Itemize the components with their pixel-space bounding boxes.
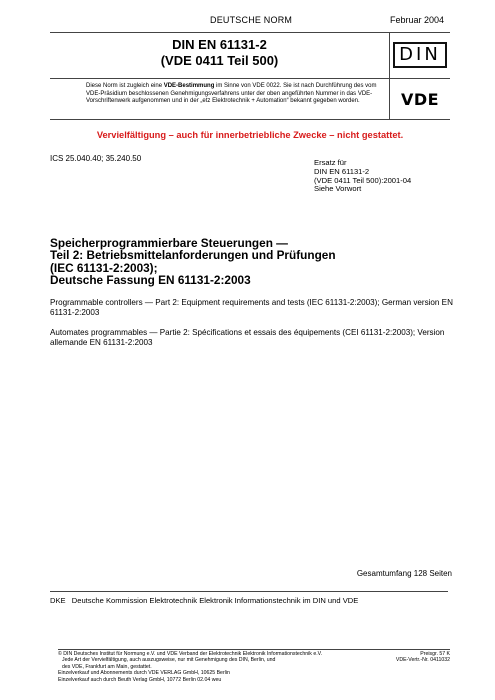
replacement-line: Ersatz für: [314, 158, 347, 167]
vde-note-box: [50, 79, 390, 119]
replacement-info: [314, 159, 454, 194]
total-pages: Gesamtumfang 128 Seiten: [356, 569, 452, 578]
footer-copyright: [58, 651, 358, 683]
standard-number: DIN EN 61131-2: [172, 37, 267, 52]
german-title: [50, 237, 450, 287]
vde-order-number: VDE-Vertr.-Nr. 0411032: [395, 657, 450, 664]
publication-date: Februar 2004: [389, 15, 444, 25]
footer-line: Jede Art der Vervielfältigung, auch auszugsweise, nur mit Genehmigung des DIN, Berlin, und: [62, 657, 276, 664]
committee-name: Deutsche Kommission Elektrotechnik Elektronik Informationstechnik im DIN und VDE: [71, 596, 359, 605]
header-bar: [50, 12, 450, 33]
footer-line: des VDE, Frankfurt am Main, gestattet.: [62, 663, 152, 670]
footer-line: Einzelverkauf und Abonnements durch VDE VERLAG GmbH, 10625 Berlin: [58, 670, 230, 677]
replacement-line: Siehe Vorwort: [314, 184, 362, 194]
german-title-line: Teil 2: Betriebsmittelanforderungen und Prüfungen: [50, 248, 336, 263]
footer-line: © DIN Deutsches Institut für Normung e.V. und VDE Verband der Elektrotechnik Elektronik Informationstechnik e.V.: [58, 651, 323, 657]
footer-line: Einzelverkauf auch durch Beuth Verlag GmbH, 10772 Berlin 02.04 weu: [58, 676, 222, 683]
german-title-line: (IEC 61131-2:2003);: [50, 260, 158, 275]
english-title: Programmable controllers — Part 2: Equipment requirements and tests (IEC 61131-2:2003); German version EN 61131-2:2003: [50, 298, 453, 317]
committee-abbr: DKE: [50, 596, 66, 605]
title-frame: [50, 32, 450, 120]
title-box: [50, 32, 390, 79]
german-title-line: Speicherprogrammierbare Steuerungen —: [50, 236, 288, 250]
vde-logo-mark: VDE: [400, 89, 440, 109]
replacement-line: DIN EN 61131-2: [314, 166, 370, 176]
french-title: Automates programmables — Partie 2: Spécifications et essais des équipements (CEI 61131-2:2003); Version allemande EN 61131-2:2003: [50, 328, 445, 347]
vde-note: [86, 83, 386, 106]
committee-line: [50, 591, 448, 605]
vde-note-bold: VDE-Bestimmung: [163, 83, 215, 89]
copy-warning: Vervielfältigung – auch für innerbetriebliche Zwecke – nicht gestattet.: [96, 130, 404, 140]
din-logo-mark: DIN: [393, 42, 447, 68]
footer: [58, 649, 450, 683]
german-title-line: Deutsche Fassung EN 61131-2:2003: [50, 273, 251, 288]
vde-note-prefix: Diese Norm ist zugleich eine: [86, 83, 164, 89]
vde-logo: [390, 79, 450, 119]
ics-code: ICS 25.040.40; 35.240.50: [50, 154, 142, 163]
standard-type: DEUTSCHE NORM: [210, 15, 293, 25]
replacement-line: (VDE 0411 Teil 500):2001-04: [314, 175, 412, 185]
vde-number: (VDE 0411 Teil 500): [160, 53, 279, 68]
price-group: Preisgr. 57 K: [420, 651, 450, 657]
footer-price: [365, 651, 450, 664]
vde-note-rest: im Sinne von VDE 0022. Sie ist nach Durchführung des vom VDE-Präsidium beschlossenen Genehmigungsverfahrens unter der oben angeführten Nummer in das VDE-Vorschriftenwerk aufgenommen und in der „etz Elektrotechnik + Automation“ bekannt gegeben worden.: [86, 83, 377, 105]
din-logo: [390, 32, 450, 79]
